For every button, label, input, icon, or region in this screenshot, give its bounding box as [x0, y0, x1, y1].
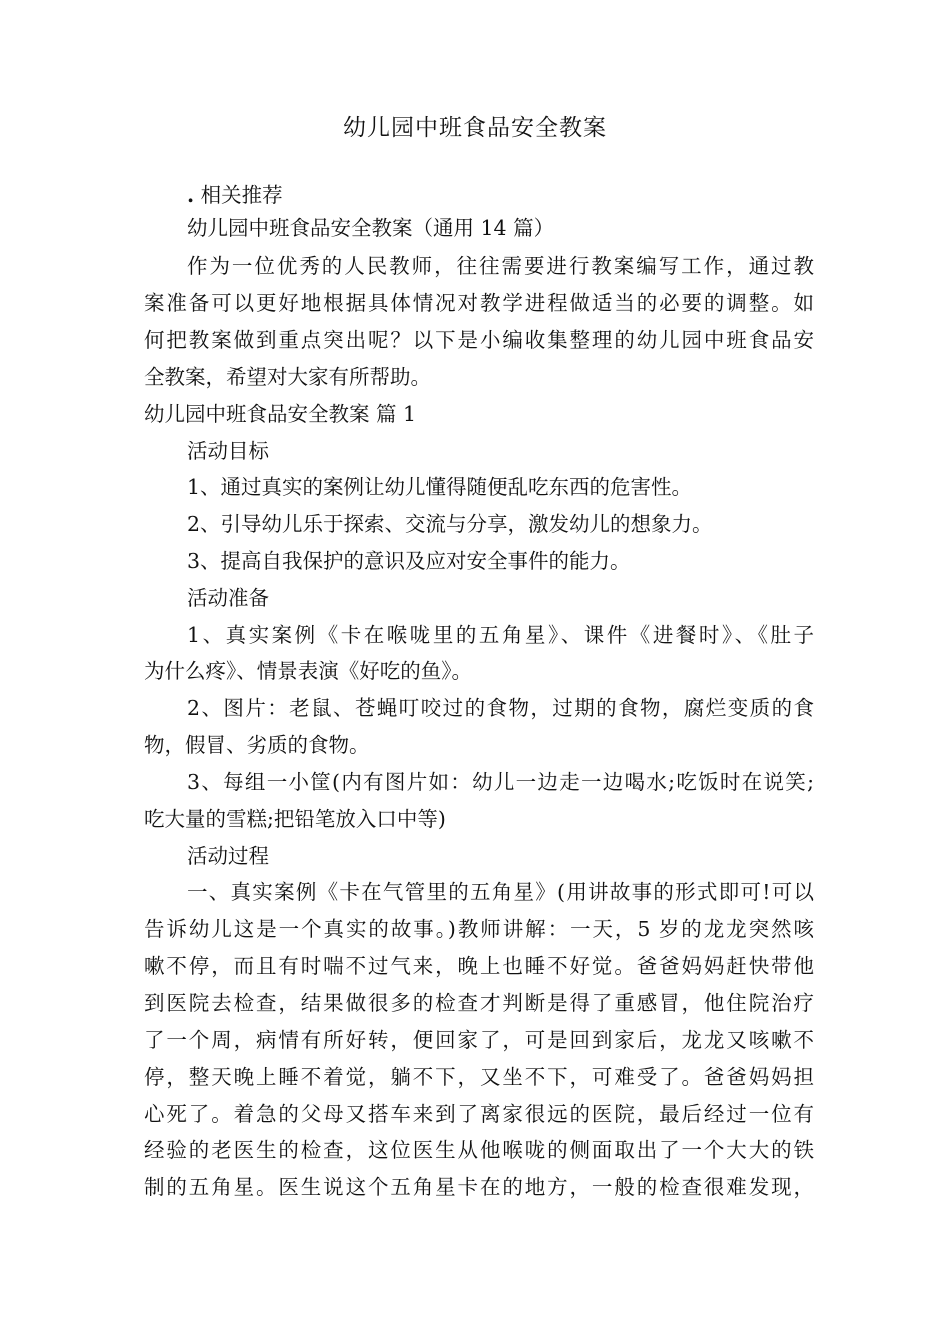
document-subtitle: 幼儿园中班食品安全教案（通用 14 篇）: [187, 216, 555, 240]
prep-line: 1、真实案例《卡在喉咙里的五角星》、课件《进餐时》、《肚子: [187, 623, 814, 647]
process-line: 制的五角星。医生说这个五角星卡在的地方，一般的检查很难发现，: [144, 1175, 814, 1199]
process-heading: 活动过程: [187, 844, 269, 868]
prep-line: 3、每组一小筐(内有图片如：幼儿一边走一边喝水;吃饭时在说笑;: [187, 770, 814, 794]
process-line: 到医院去检查，结果做很多的检查才判断是得了重感冒，他住院治疗: [144, 991, 814, 1015]
intro-line: 作为一位优秀的人民教师，往往需要进行教案编写工作，通过教: [187, 254, 814, 278]
goal-item: 3、提高自我保护的意识及应对安全事件的能力。: [187, 549, 631, 573]
process-line: 停，整天晚上睡不着觉，躺不下，又坐不下，可难受了。爸爸妈妈担: [144, 1065, 814, 1089]
section-heading: 幼儿园中班食品安全教案 篇 1: [144, 402, 417, 426]
prep-line: 物，假冒、劣质的食物。: [144, 733, 370, 757]
prep-line: 2、图片：老鼠、苍蝇叮咬过的食物，过期的食物，腐烂变质的食: [187, 696, 814, 720]
goal-item: 1、通过真实的案例让幼儿懂得随便乱吃东西的危害性。: [187, 475, 693, 499]
intro-line: 何把教案做到重点突出呢？以下是小编收集整理的幼儿园中班食品安: [144, 328, 814, 352]
goals-heading: 活动目标: [187, 439, 269, 463]
process-line: 经验的老医生的检查，这位医生从他喉咙的侧面取出了一个大大的铁: [144, 1138, 814, 1162]
process-line: 告诉幼儿这是一个真实的故事。)教师讲解：一天，5 岁的龙龙突然咳: [144, 917, 814, 941]
related-recommendation: [187, 180, 814, 210]
prep-heading: 活动准备: [187, 586, 269, 610]
process-line: 了一个周，病情有所好转，便回家了，可是回到家后，龙龙又咳嗽不: [144, 1028, 814, 1052]
related-marker: .: [187, 183, 195, 207]
intro-line: 全教案，希望对大家有所帮助。: [144, 365, 431, 389]
goal-item: 2、引导幼儿乐于探索、交流与分享，激发幼儿的想象力。: [187, 512, 713, 536]
intro-line: 案准备可以更好地根据具体情况对教学进程做适当的必要的调整。如: [144, 291, 814, 315]
document-title: 幼儿园中班食品安全教案: [343, 115, 607, 141]
related-label: 相关推荐: [200, 183, 283, 207]
process-line: 心死了。着急的父母又搭车来到了离家很远的医院，最后经过一位有: [144, 1102, 814, 1126]
process-line: 一、真实案例《卡在气管里的五角星》(用讲故事的形式即可!可以: [187, 880, 814, 904]
prep-line: 吃大量的雪糕;把铅笔放入口中等): [144, 807, 446, 831]
prep-line: 为什么疼》、情景表演《好吃的鱼》。: [144, 659, 472, 683]
process-line: 嗽不停，而且有时喘不过气来，晚上也睡不好觉。爸爸妈妈赶快带他: [144, 954, 814, 978]
